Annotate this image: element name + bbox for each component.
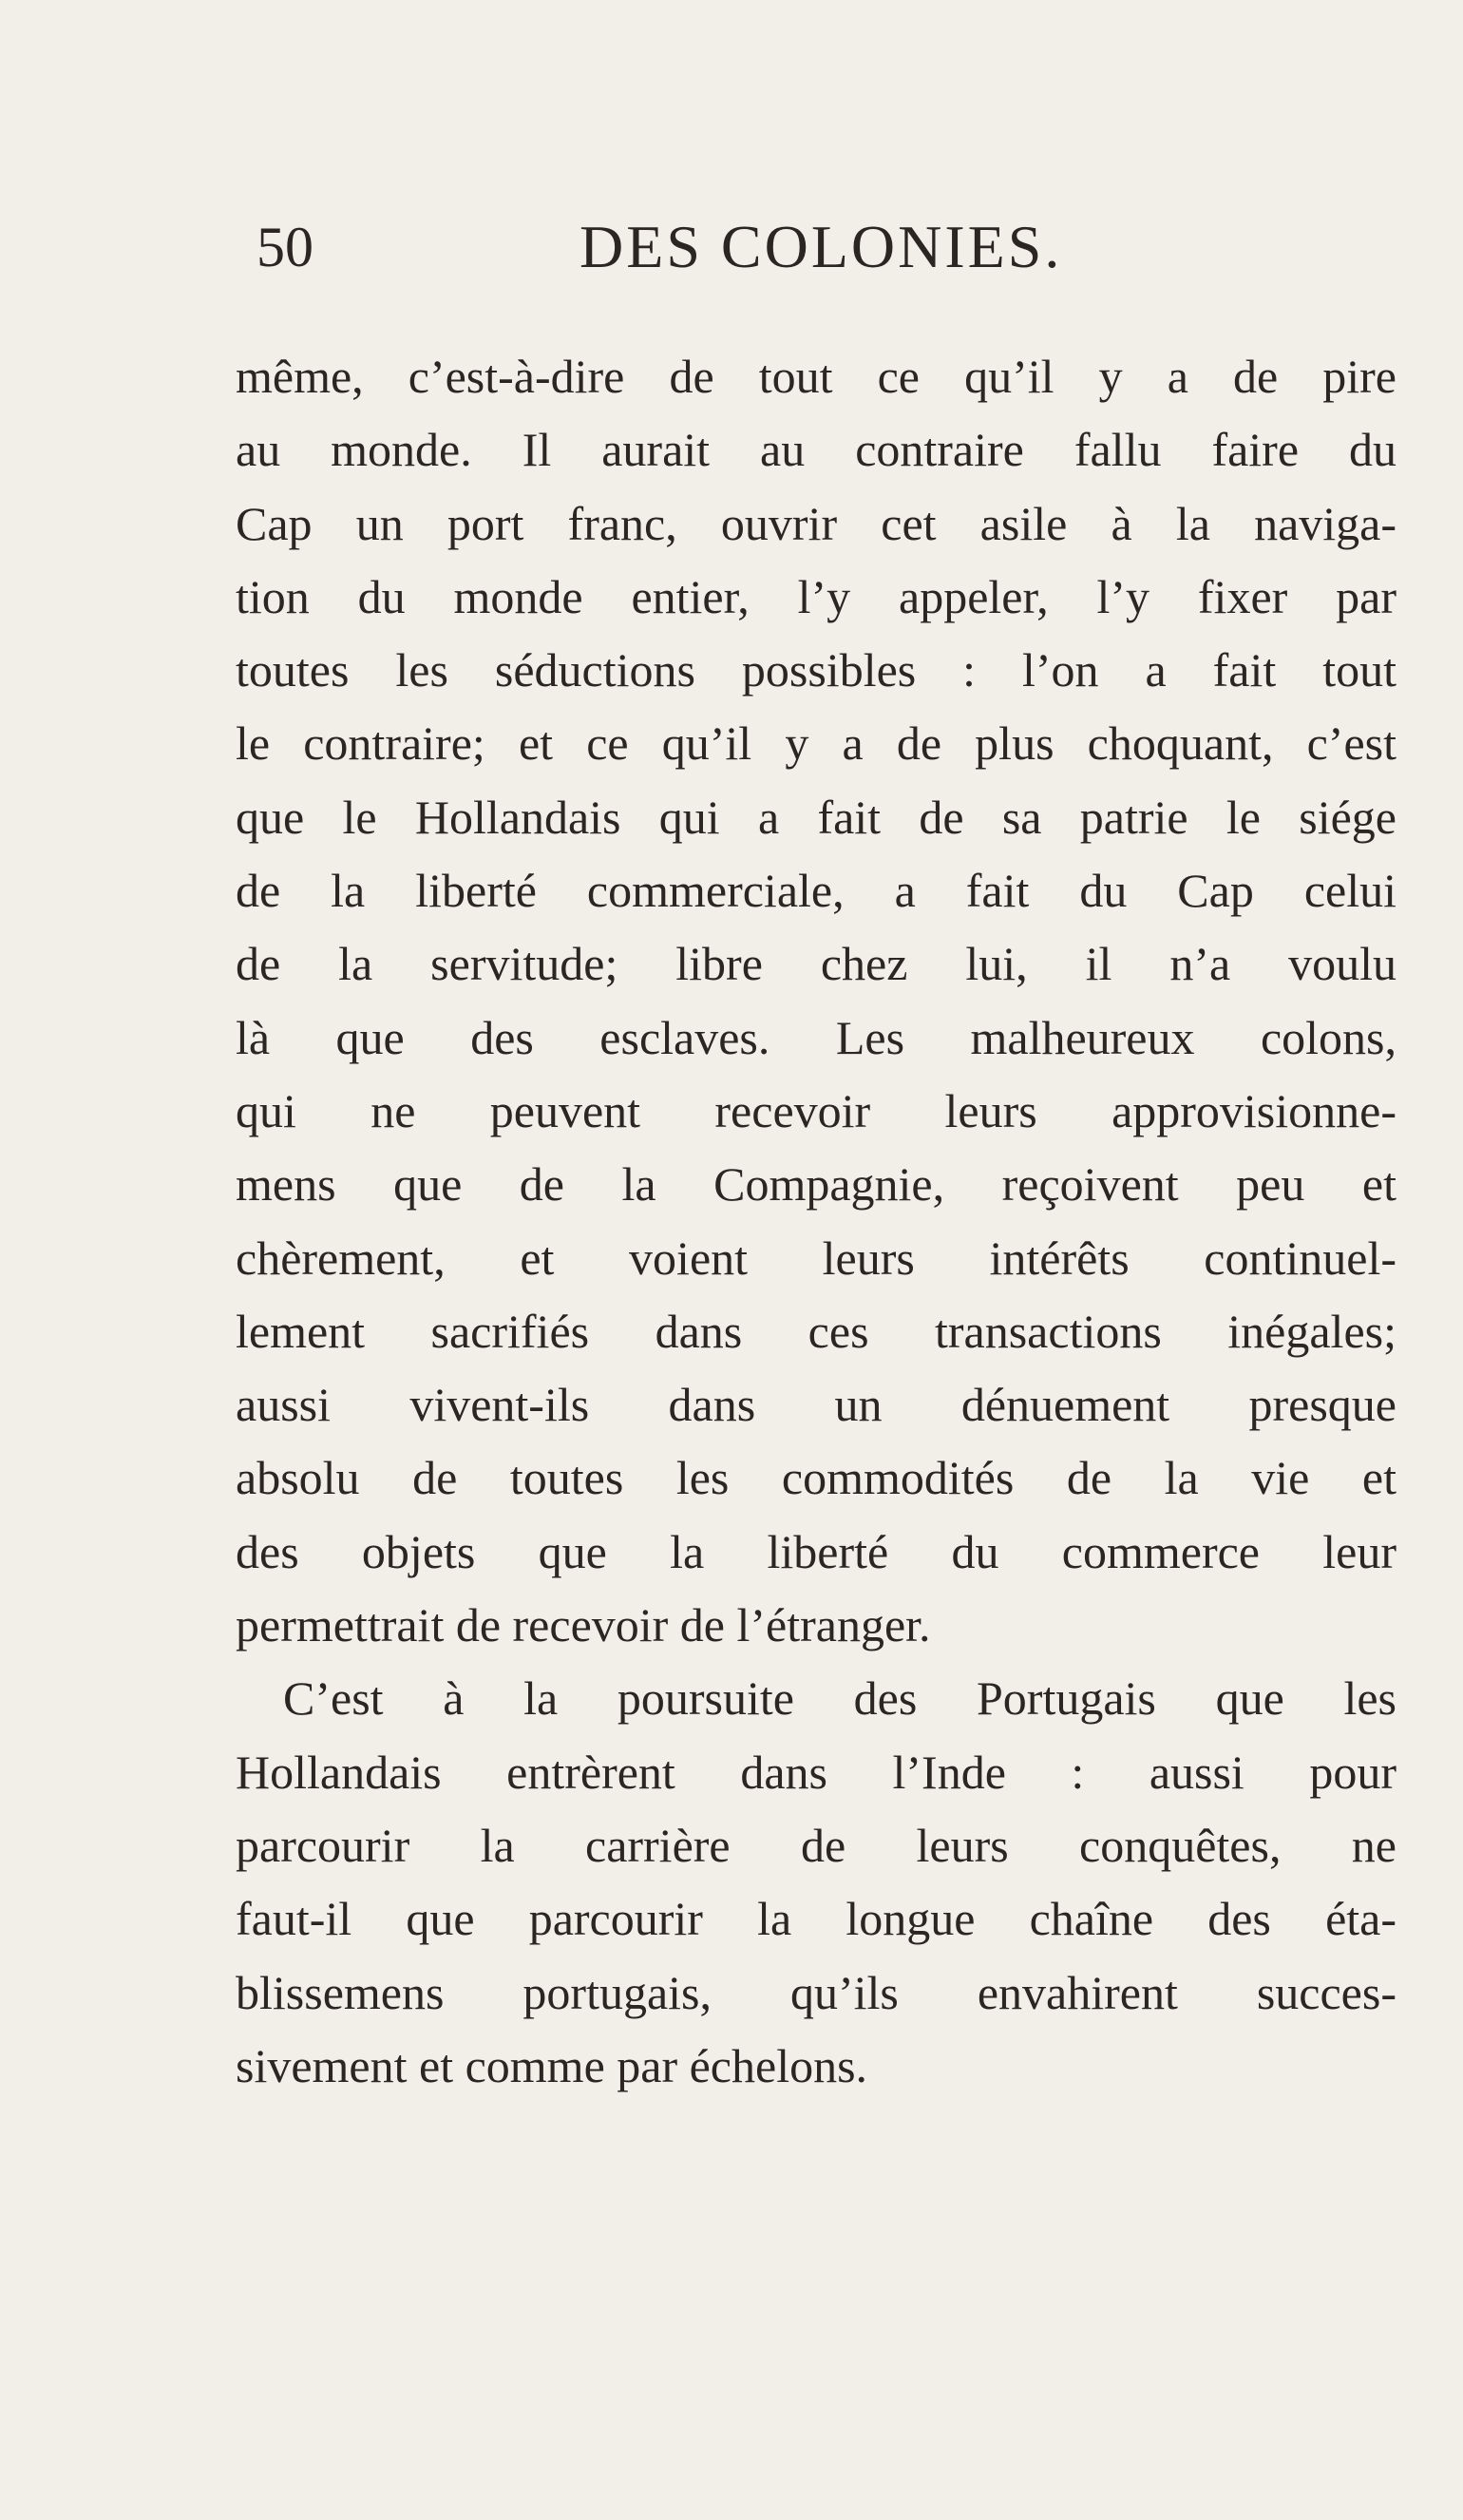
running-title: DES COLONIES.: [580, 213, 1063, 280]
text-line: faut-il que parcourir la longue chaîne des éta-: [236, 1892, 1396, 1946]
text-line: tion du monde entier, l’y appeler, l’y fixer par: [236, 569, 1396, 623]
text-line: même, c’est-à-dire de tout ce qu’il y a de pire: [236, 350, 1396, 403]
text-line: toutes les séductions possibles : l’on a fait tout: [236, 643, 1396, 697]
text-line: des objets que la liberté du commerce leur: [236, 1524, 1396, 1578]
text-line: que le Hollandais qui a fait de sa patrie le siége: [236, 790, 1396, 844]
running-head: [256, 204, 1206, 290]
text-line: au monde. Il aurait au contraire fallu faire du: [236, 423, 1396, 477]
text-line: de la liberté commerciale, a fait du Cap celui: [236, 864, 1396, 918]
text-line: mens que de la Compagnie, reçoivent peu et: [236, 1157, 1396, 1212]
text-line: là que des esclaves. Les malheureux colons,: [236, 1010, 1396, 1064]
text-line: lement sacrifiés dans ces transactions inégales;: [236, 1304, 1396, 1358]
body-text: [236, 340, 1396, 2103]
paragraph-end-line: permettrait de recevoir de l’étranger.: [236, 1598, 931, 1652]
text-line: aussi vivent-ils dans un dénuement presque: [236, 1378, 1396, 1432]
paragraph-start-line: C’est à la poursuite des Portugais que les: [283, 1671, 1396, 1726]
paragraph-end-line: sivement et comme par échelons.: [236, 2038, 868, 2092]
text-line: le contraire; et ce qu’il y a de plus choquant, c’est: [236, 716, 1396, 771]
page-number: 50: [256, 216, 314, 278]
text-line: chèrement, et voient leurs intérêts continuel-: [236, 1231, 1396, 1285]
text-line: Cap un port franc, ouvrir cet asile à la naviga-: [236, 496, 1396, 550]
text-line: de la servitude; libre chez lui, il n’a voulu: [236, 937, 1396, 991]
text-line: parcourir la carrière de leurs conquêtes, ne: [236, 1818, 1396, 1872]
text-line: absolu de toutes les commodités de la vie et: [236, 1451, 1396, 1505]
text-line: Hollandais entrèrent dans l’Inde : aussi pour: [236, 1745, 1396, 1799]
text-line: blissemens portugais, qu’ils envahirent succes-: [236, 1965, 1396, 2019]
text-line: qui ne peuvent recevoir leurs approvisionne-: [236, 1083, 1396, 1137]
